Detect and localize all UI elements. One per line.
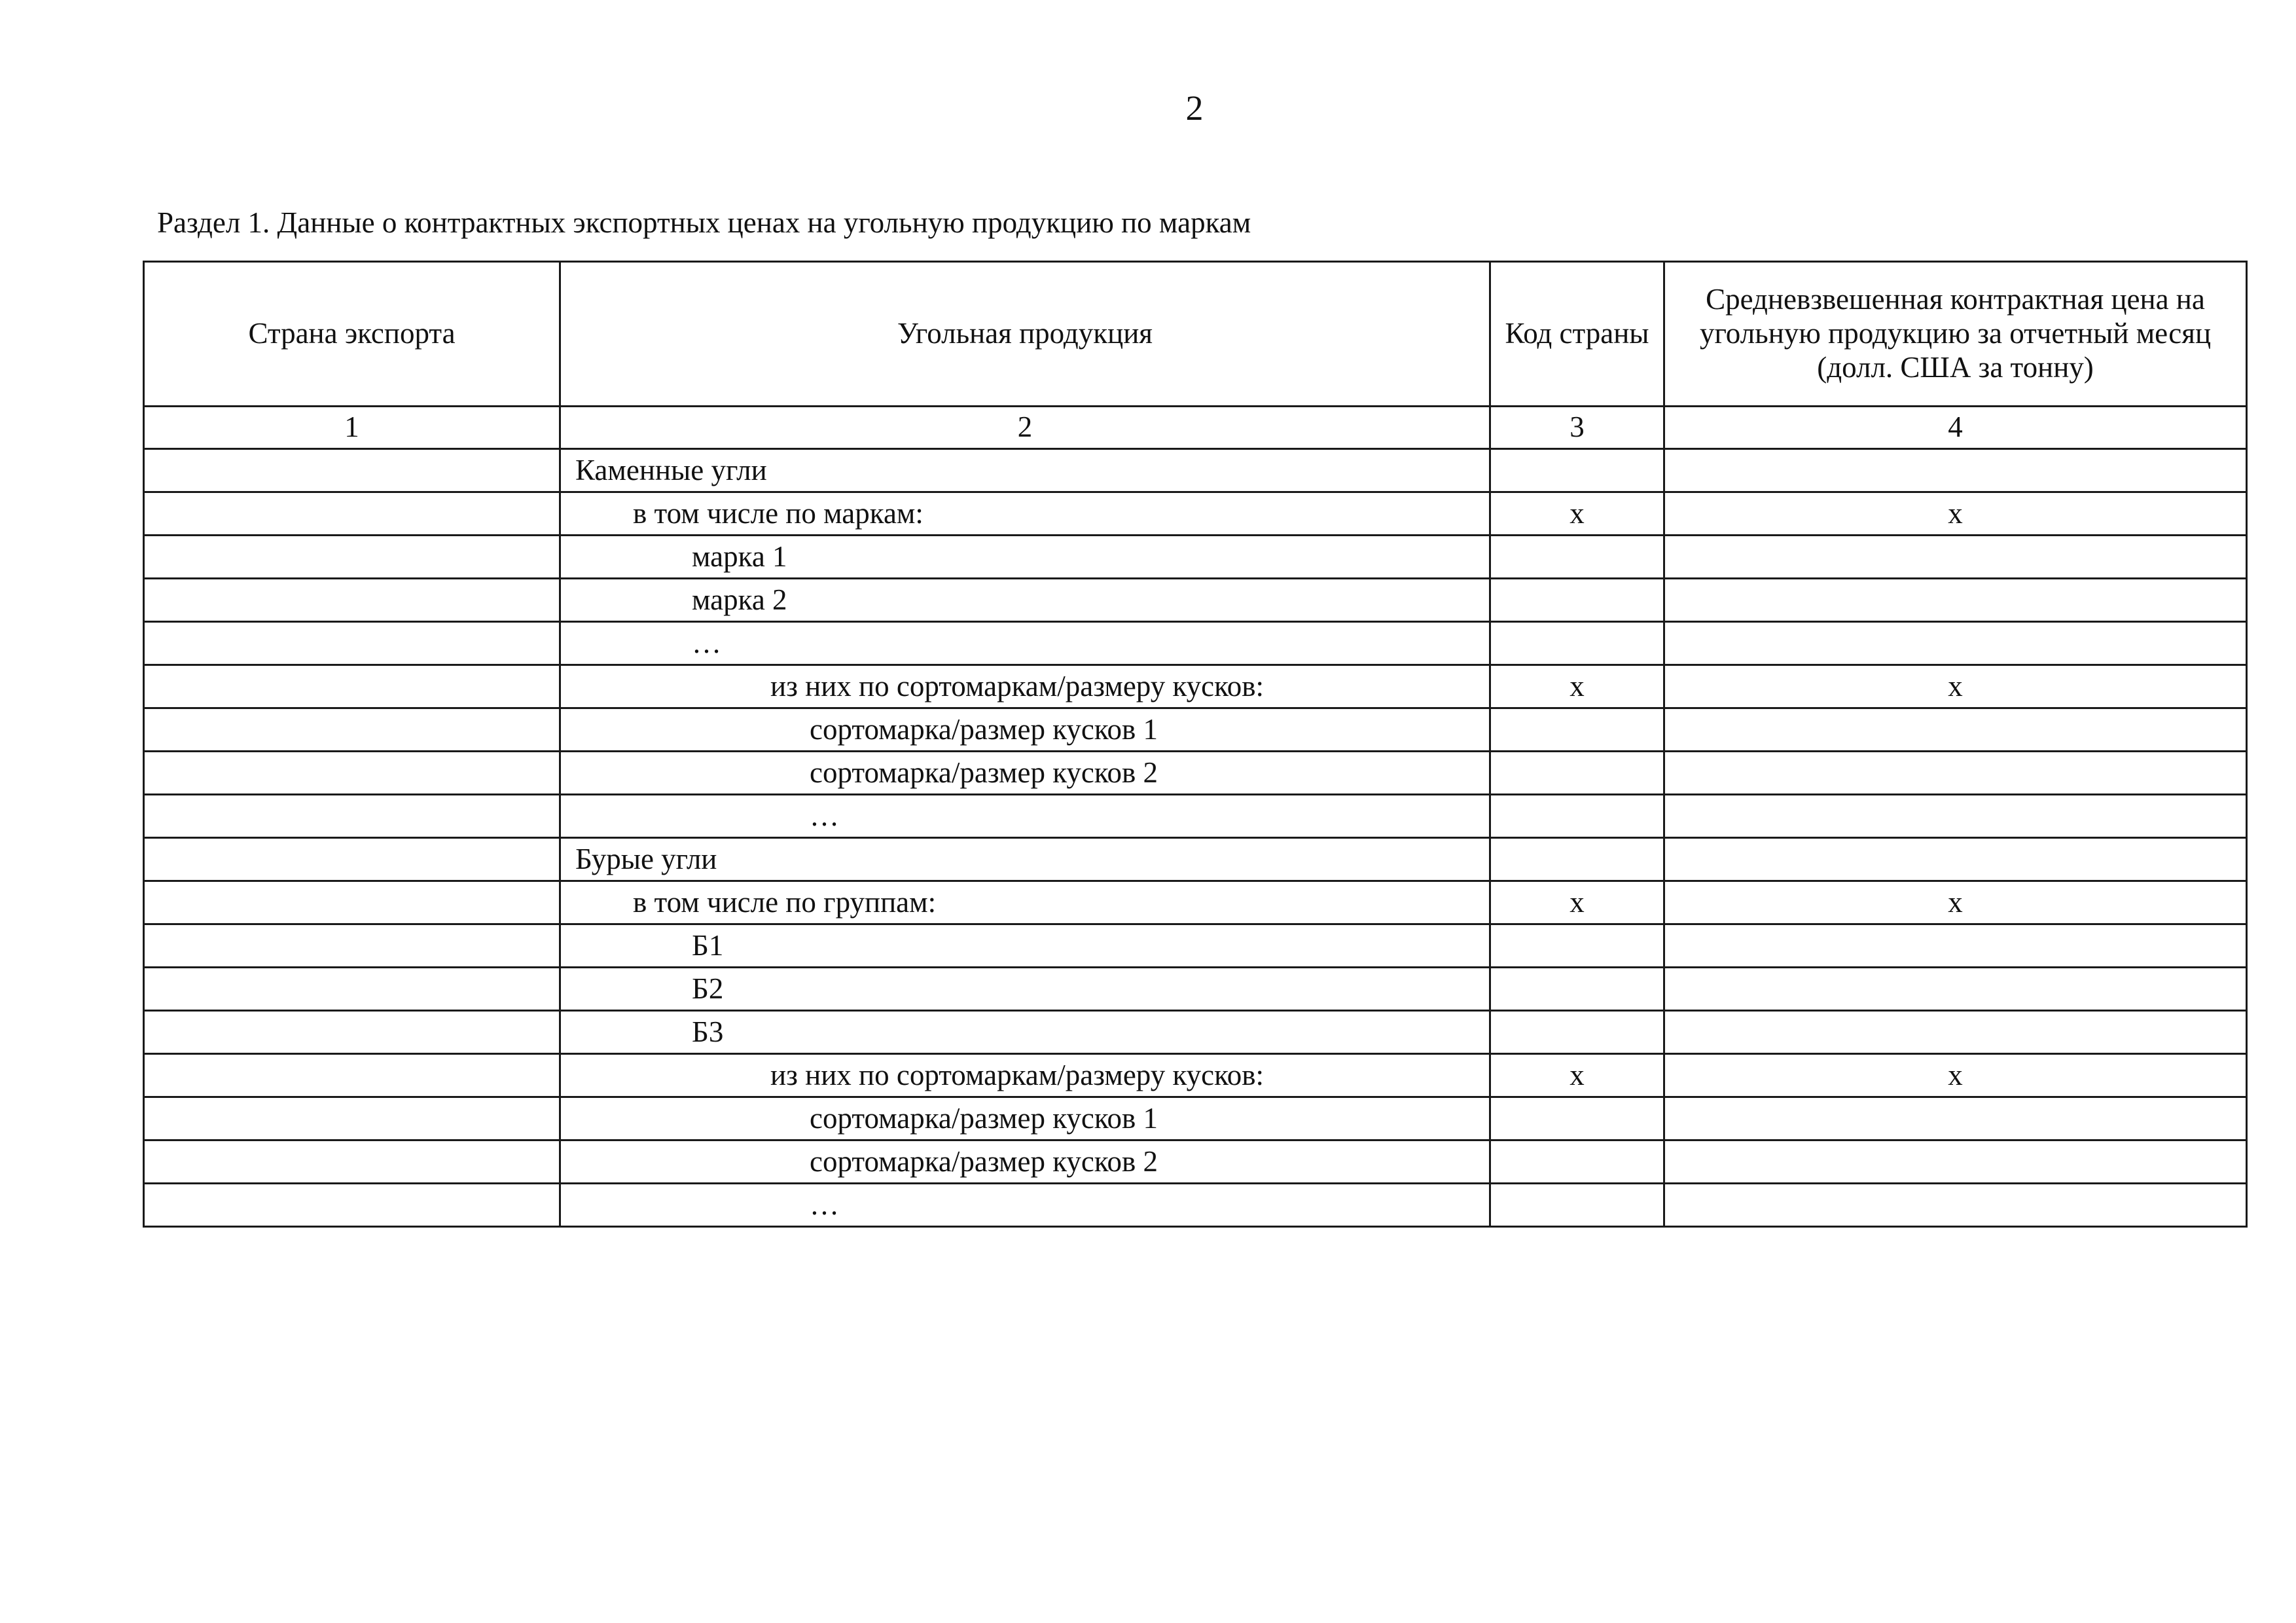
table-row <box>144 708 2247 752</box>
price-cell <box>1664 708 2247 752</box>
table-row <box>144 795 2247 838</box>
export-country-cell <box>144 968 560 1011</box>
export-country-cell <box>144 665 560 708</box>
export-country-cell <box>144 536 560 579</box>
country-code-cell <box>1490 1184 1664 1227</box>
table-row <box>144 579 2247 622</box>
export-country-cell <box>144 492 560 536</box>
country-code-cell <box>1490 752 1664 795</box>
export-country-cell <box>144 838 560 881</box>
country-code-cell <box>1490 536 1664 579</box>
column-number: 3 <box>1490 407 1664 449</box>
export-country-cell <box>144 1184 560 1227</box>
price-cell <box>1664 924 2247 968</box>
product-cell: сортомарка/размер кусков 2 <box>560 1140 1490 1184</box>
price-cell <box>1664 838 2247 881</box>
price-cell <box>1664 1097 2247 1140</box>
export-country-cell <box>144 752 560 795</box>
price-cell: х <box>1664 1054 2247 1097</box>
price-cell <box>1664 1140 2247 1184</box>
country-code-cell <box>1490 795 1664 838</box>
column-number: 1 <box>144 407 560 449</box>
country-code-cell: х <box>1490 1054 1664 1097</box>
price-cell <box>1664 752 2247 795</box>
export-country-cell <box>144 708 560 752</box>
country-code-cell <box>1490 1011 1664 1054</box>
header-export-country: Страна экспорта <box>144 262 560 407</box>
product-cell: из них по сортомаркам/размеру кусков: <box>560 665 1490 708</box>
export-country-cell <box>144 622 560 665</box>
header-weighted-price: Средневзвешенная контрактная цена на угольную продукцию за отчетный месяц (долл. США за тонну) <box>1664 262 2247 407</box>
export-country-cell <box>144 1054 560 1097</box>
export-country-cell <box>144 449 560 492</box>
product-cell: … <box>560 795 1490 838</box>
country-code-cell: х <box>1490 492 1664 536</box>
table-row <box>144 1097 2247 1140</box>
table-row <box>144 622 2247 665</box>
country-code-cell <box>1490 1140 1664 1184</box>
table-row <box>144 665 2247 708</box>
section-title: Раздел 1. Данные о контрактных экспортных ценах на угольную продукцию по маркам <box>157 206 1251 239</box>
product-cell: Б2 <box>560 968 1490 1011</box>
column-number-row <box>144 407 2247 449</box>
product-cell: … <box>560 622 1490 665</box>
table-row <box>144 1054 2247 1097</box>
table-row <box>144 881 2247 924</box>
table-row <box>144 1011 2247 1054</box>
product-cell: в том числе по маркам: <box>560 492 1490 536</box>
country-code-cell <box>1490 924 1664 968</box>
table-row <box>144 924 2247 968</box>
price-cell: х <box>1664 881 2247 924</box>
product-cell: сортомарка/размер кусков 1 <box>560 708 1490 752</box>
price-cell <box>1664 1184 2247 1227</box>
table-row <box>144 968 2247 1011</box>
country-code-cell <box>1490 708 1664 752</box>
export-prices-table <box>143 261 2248 1228</box>
price-cell <box>1664 795 2247 838</box>
price-cell: х <box>1664 665 2247 708</box>
export-country-cell <box>144 1097 560 1140</box>
country-code-cell <box>1490 449 1664 492</box>
country-code-cell <box>1490 579 1664 622</box>
product-cell: … <box>560 1184 1490 1227</box>
export-country-cell <box>144 881 560 924</box>
export-country-cell <box>144 924 560 968</box>
country-code-cell <box>1490 968 1664 1011</box>
export-country-cell <box>144 1140 560 1184</box>
export-country-cell <box>144 1011 560 1054</box>
price-cell: х <box>1664 492 2247 536</box>
export-country-cell <box>144 795 560 838</box>
country-code-cell <box>1490 838 1664 881</box>
column-number: 2 <box>560 407 1490 449</box>
export-country-cell <box>144 579 560 622</box>
price-cell <box>1664 536 2247 579</box>
table-row <box>144 536 2247 579</box>
product-cell: Каменные угли <box>560 449 1490 492</box>
product-cell: из них по сортомаркам/размеру кусков: <box>560 1054 1490 1097</box>
product-cell: сортомарка/размер кусков 1 <box>560 1097 1490 1140</box>
country-code-cell: х <box>1490 665 1664 708</box>
price-cell <box>1664 579 2247 622</box>
product-cell: в том числе по группам: <box>560 881 1490 924</box>
table-row <box>144 752 2247 795</box>
price-cell <box>1664 449 2247 492</box>
header-coal-product: Угольная продукция <box>560 262 1490 407</box>
country-code-cell <box>1490 622 1664 665</box>
table-row <box>144 449 2247 492</box>
country-code-cell <box>1490 1097 1664 1140</box>
page-number: 2 <box>1185 88 1204 128</box>
product-cell: марка 2 <box>560 579 1490 622</box>
country-code-cell: х <box>1490 881 1664 924</box>
product-cell: Б1 <box>560 924 1490 968</box>
product-cell: Б3 <box>560 1011 1490 1054</box>
table-row <box>144 492 2247 536</box>
price-cell <box>1664 622 2247 665</box>
table-row <box>144 1184 2247 1227</box>
header-country-code: Код страны <box>1490 262 1664 407</box>
product-cell: марка 1 <box>560 536 1490 579</box>
price-cell <box>1664 968 2247 1011</box>
price-cell <box>1664 1011 2247 1054</box>
product-cell: сортомарка/размер кусков 2 <box>560 752 1490 795</box>
table-header-row <box>144 262 2247 407</box>
column-number: 4 <box>1664 407 2247 449</box>
product-cell: Бурые угли <box>560 838 1490 881</box>
table-row <box>144 838 2247 881</box>
table-row <box>144 1140 2247 1184</box>
